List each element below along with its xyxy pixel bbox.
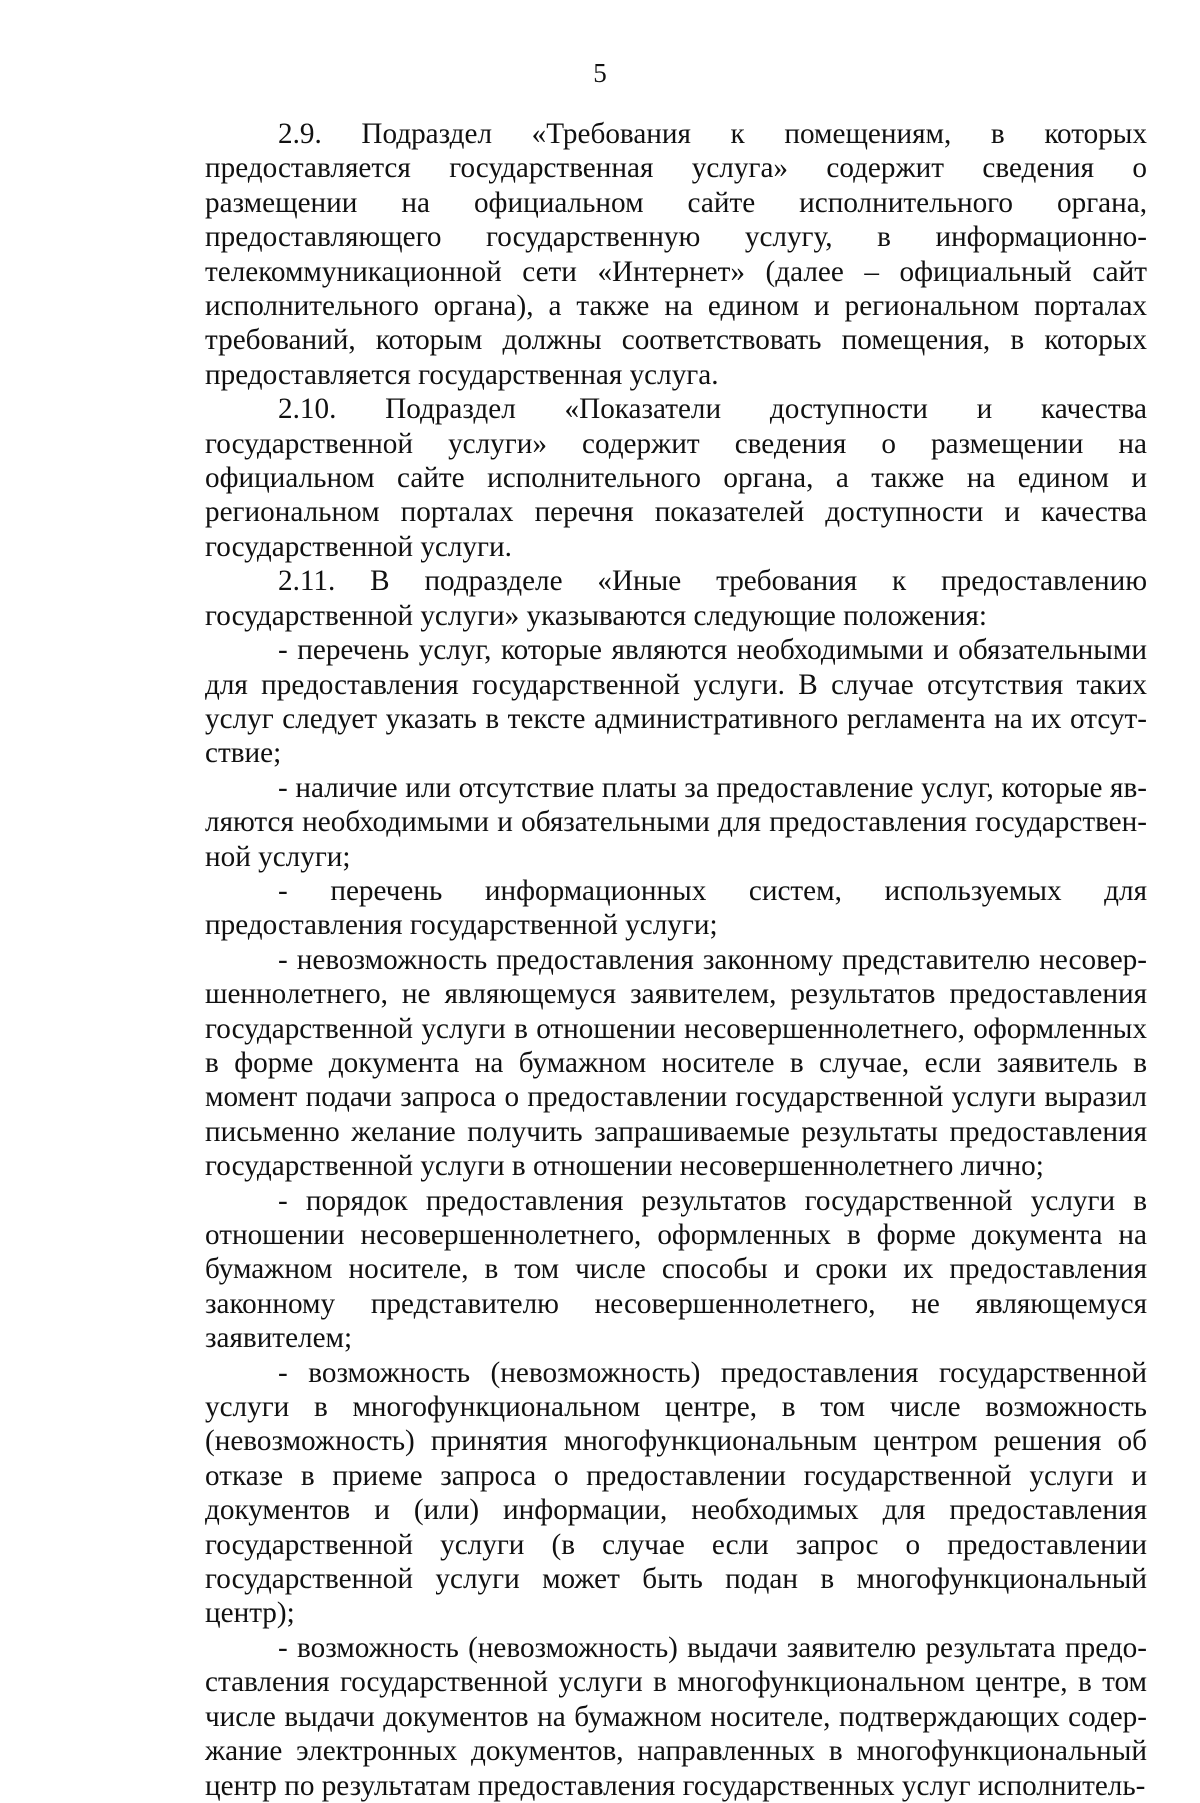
list-item-service-fees: - наличие или отсутствие платы за предоставление услуг, которые являются необходимыми и обязательными для предоставления государственной услуги; [205,771,1147,873]
page-number: 5 [593,58,607,88]
paragraph-2-10: 2.10. Подраздел «Показатели доступности и качества государственной услуги» содержит сведения о размещении на официальном сайте исполнительного органа, а также на едином и региональном порталах перечня показателей доступности и качества государственной услуги. [205,393,1147,563]
paragraph-2-9: 2.9. Подраздел «Требования к помещениям, в которых предоставляется государственная услуга» содержит сведения о размещении на официальном сайте исполнительного органа, предоставляющего государственную услугу, в информационно-телекоммуникационной сети «Интернет» (далее – официальный сайт исполнительного органа), а также на едином и региональном порталах требований, которым должны соответствовать помещения, в которых предоставляется государственная услуга. [205,118,1147,391]
list-item-mfc-provision: - возможность (невозможность) предоставления государственной услуги в многофункциональном центре, в том числе возможность (невозможность) принятия многофункциональным центром решения об отказе в приеме запроса о предоставлении государственной услуги и документов и (или) информации, необходимых для предоставления государственной услуги (в случае если запрос о предоставлении государственной услуги может быть подан в многофункциональный центр); [205,1356,1147,1630]
list-item-minor-results-procedure: - порядок предоставления результатов государственной услуги в отношении несовершеннолетнего, оформленных в форме документа на бумажном носителе, в том числе способы и сроки их предоставления законному представителю несовершеннолетнего, не являющемуся заявителем; [205,1184,1147,1355]
document-body [205,117,1147,1803]
paragraph-2-11: 2.11. В подразделе «Иные требования к предоставлению государственной услуги» указываются следующие положения: [205,565,1147,632]
list-item-information-systems: - перечень информационных систем, используемых для предоставления государственной услуги; [205,874,1147,942]
list-item-mfc-issuance: - возможность (невозможность) выдачи заявителю результата предоставления государственной услуги в многофункциональном центре, в том числе выдачи документов на бумажном носителе, подтверждающих содержание электронных документов, направленных в многофункциональный центр по результатам предоставления государственных услуг исполнитель- [205,1631,1147,1802]
list-item-minor-representative-restriction: - невозможность предоставления законному представителю несовершеннолетнего, не являющемуся заявителем, результатов предоставления государственной услуги в отношении несовершеннолетнего, оформленных в форме документа на бумажном носителе в случае, если заявитель в момент подачи запроса о предоставлении государственной услуги выразил письменно желание получить запрашиваемые результаты предоставления государственной услуги в отношении несовершеннолетнего лично; [205,943,1147,1183]
list-item-required-services: - перечень услуг, которые являются необходимыми и обязательными для предоставления государственной услуги. В случае отсутствия таких услуг следует указать в тексте административного регламента на их отсутствие; [205,634,1147,770]
